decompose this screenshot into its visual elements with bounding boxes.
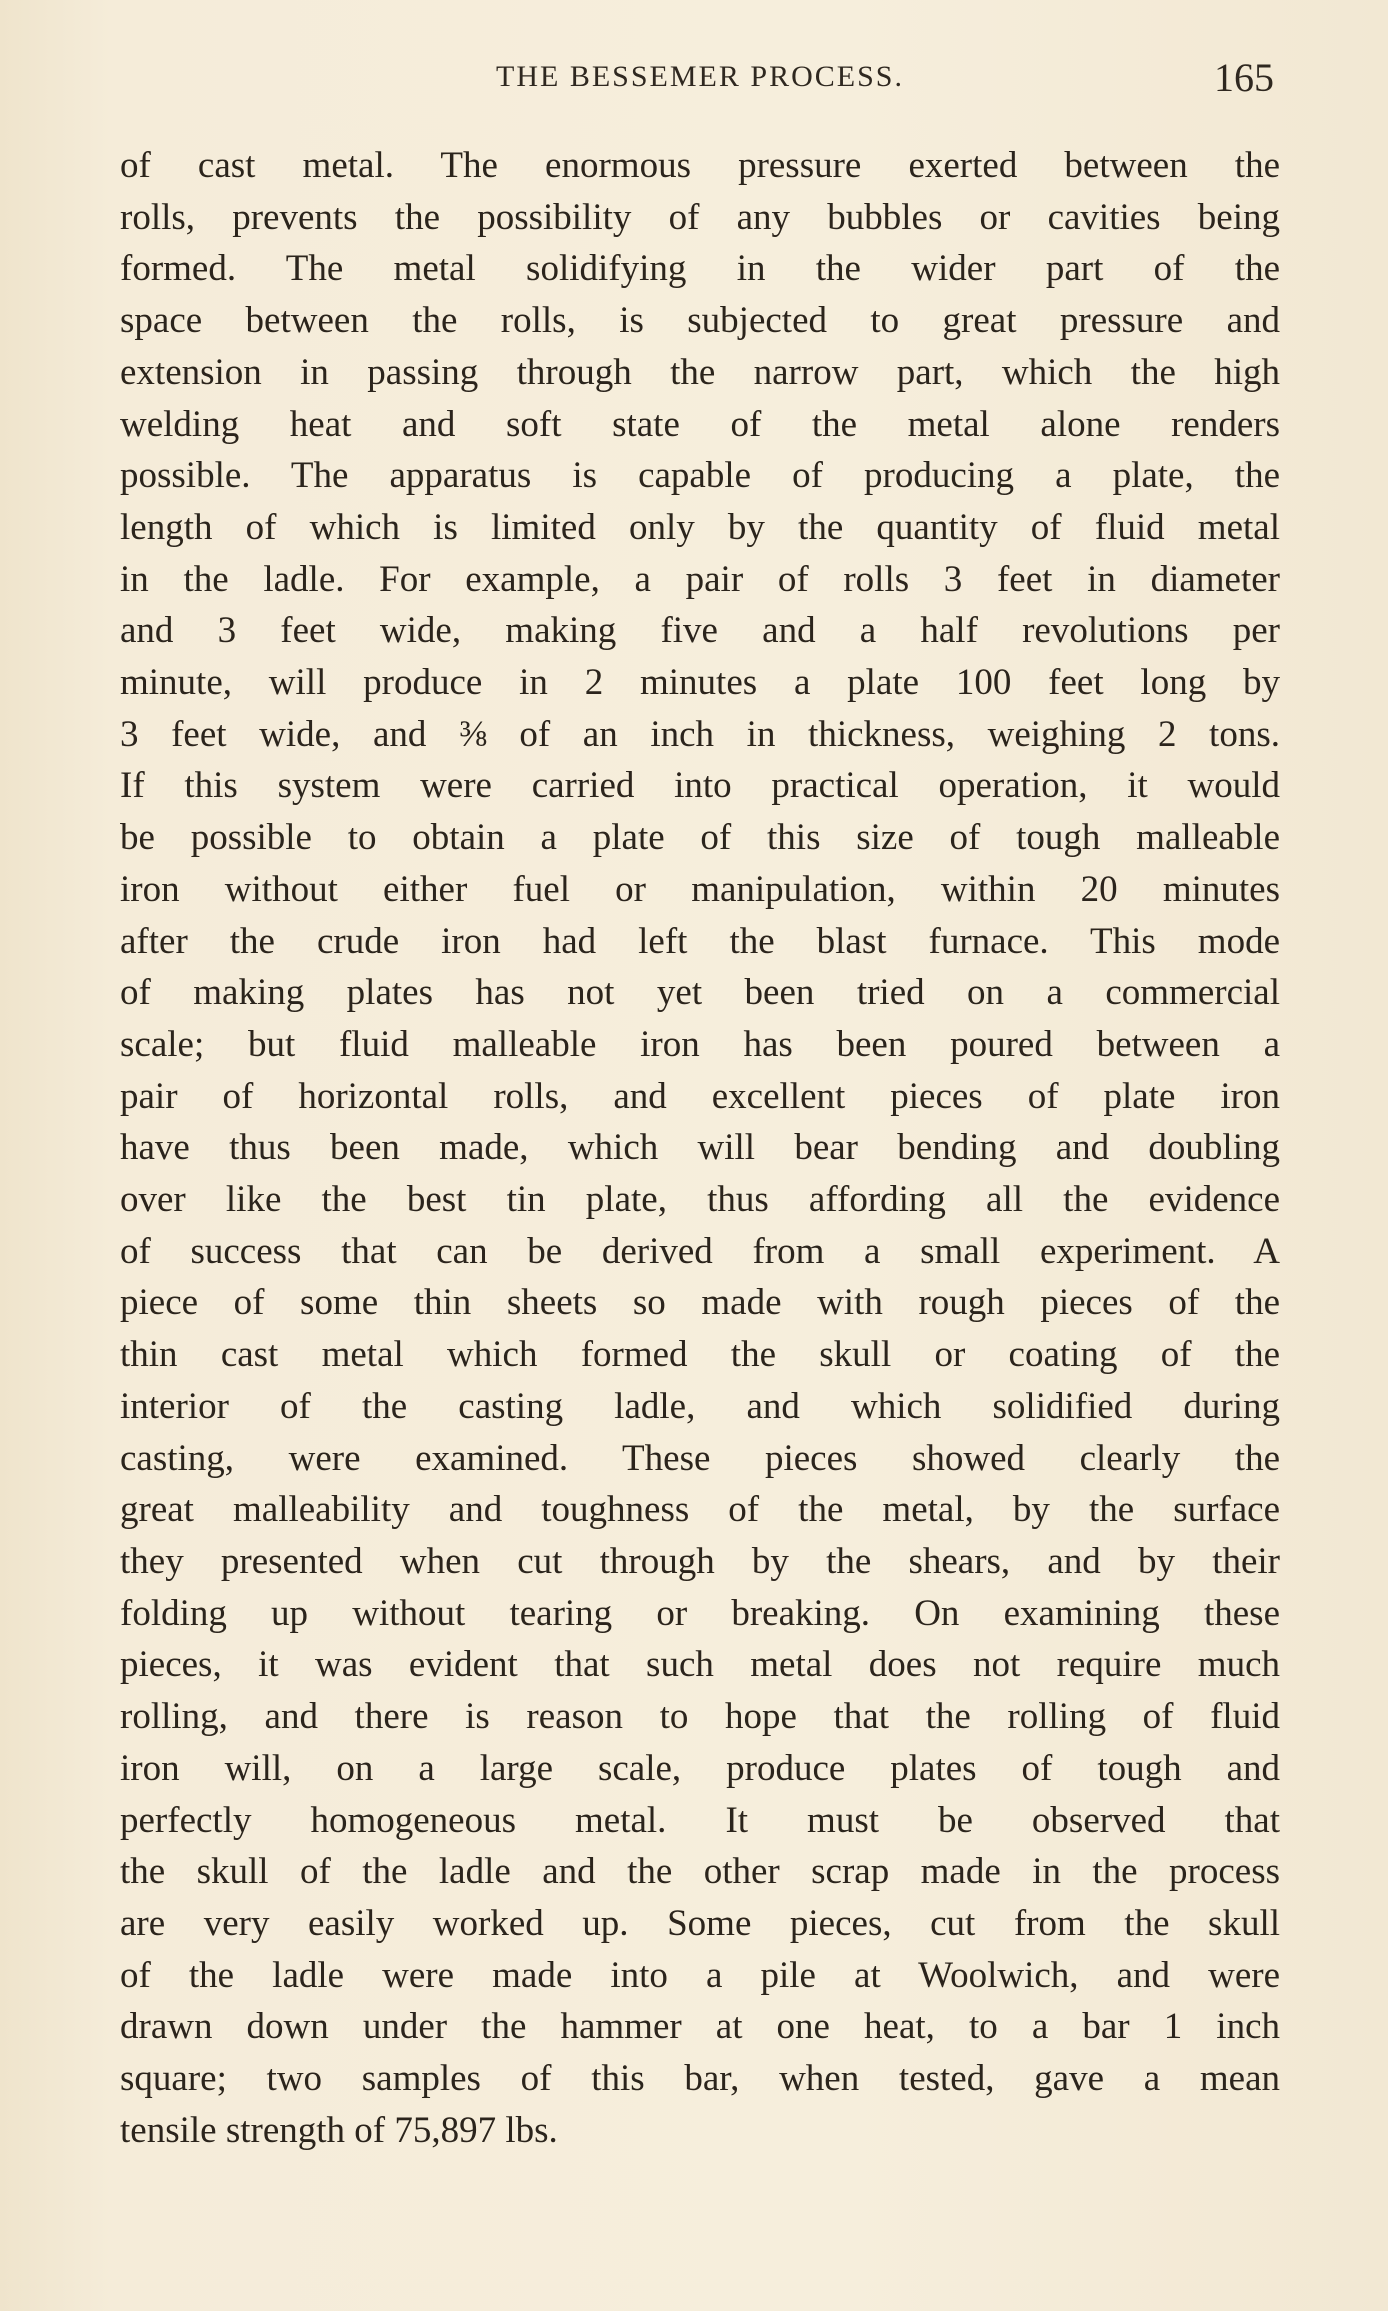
text-line: of making plates has not yet been tried on a commercial [120,972,1280,1014]
text-line: the skull of the ladle and the other scrap made in the process [120,1851,1280,1893]
body-text [120,140,1280,2156]
text-line: rolls, prevents the possibility of any bubbles or cavities being [120,196,1280,238]
text-line: of cast metal. The enormous pressure exerted between the [120,145,1280,186]
text-line: rolling, and there is reason to hope that the rolling of fluid [120,1696,1280,1738]
page-number: 165 [1214,55,1274,100]
text-line: folding up without tearing or breaking. On examining these [120,1592,1280,1634]
text-line: in the ladle. For example, a pair of rolls 3 feet in diameter [120,558,1280,600]
text-line: of the ladle were made into a pile at Woolwich, and were [120,1954,1280,1996]
text-line: iron without either fuel or manipulation, within 20 minutes [120,868,1280,910]
text-line: thin cast metal which formed the skull or coating of the [120,1334,1280,1376]
text-line: welding heat and soft state of the metal alone renders [120,403,1280,445]
text-line: over like the best tin plate, thus affording all the evidence [120,1179,1280,1221]
text-line: extension in passing through the narrow part, which the high [120,351,1280,393]
text-line: formed. The metal solidifying in the wider part of the [120,248,1280,290]
text-line: 3 feet wide, and ⅜ of an inch in thickness, weighing 2 tons. [120,713,1280,755]
text-line: be possible to obtain a plate of this size of tough malleable [120,817,1280,859]
text-line: of success that can be derived from a small experiment. A [120,1230,1280,1272]
running-title: THE BESSEMER PROCESS. [496,60,904,93]
text-line: If this system were carried into practical operation, it would [120,765,1280,807]
text-line: pieces, it was evident that such metal does not require much [120,1644,1280,1686]
text-line: drawn down under the hammer at one heat, to a bar 1 inch [120,2006,1280,2048]
text-line: scale; but fluid malleable iron has been poured between a [120,1023,1280,1065]
text-line: space between the rolls, is subjected to great pressure and [120,300,1280,342]
text-line: they presented when cut through by the shears, and by their [120,1540,1280,1582]
text-line: interior of the casting ladle, and which solidified during [120,1385,1280,1427]
text-line: tensile strength of 75,897 lbs. [120,2109,558,2151]
text-line: pair of horizontal rolls, and excellent pieces of plate iron [120,1075,1280,1117]
text-line: casting, were examined. These pieces showed clearly the [120,1437,1280,1479]
text-line: have thus been made, which will bear bending and doubling [120,1127,1280,1169]
text-line: length of which is limited only by the quantity of fluid metal [120,506,1280,548]
text-line: great malleability and toughness of the metal, by the surface [120,1489,1280,1531]
text-line: square; two samples of this bar, when tested, gave a mean [120,2058,1280,2100]
text-line: piece of some thin sheets so made with rough pieces of the [120,1282,1280,1324]
text-line: perfectly homogeneous metal. It must be observed that [120,1799,1280,1841]
text-line: and 3 feet wide, making five and a half revolutions per [120,610,1280,652]
text-line: are very easily worked up. Some pieces, cut from the skull [120,1902,1280,1944]
text-line: after the crude iron had left the blast furnace. This mode [120,920,1280,962]
page-header [120,52,1280,112]
text-line: minute, will produce in 2 minutes a plate 100 feet long by [120,662,1280,704]
text-line: iron will, on a large scale, produce plates of tough and [120,1747,1280,1789]
text-line: possible. The apparatus is capable of producing a plate, the [120,455,1280,497]
